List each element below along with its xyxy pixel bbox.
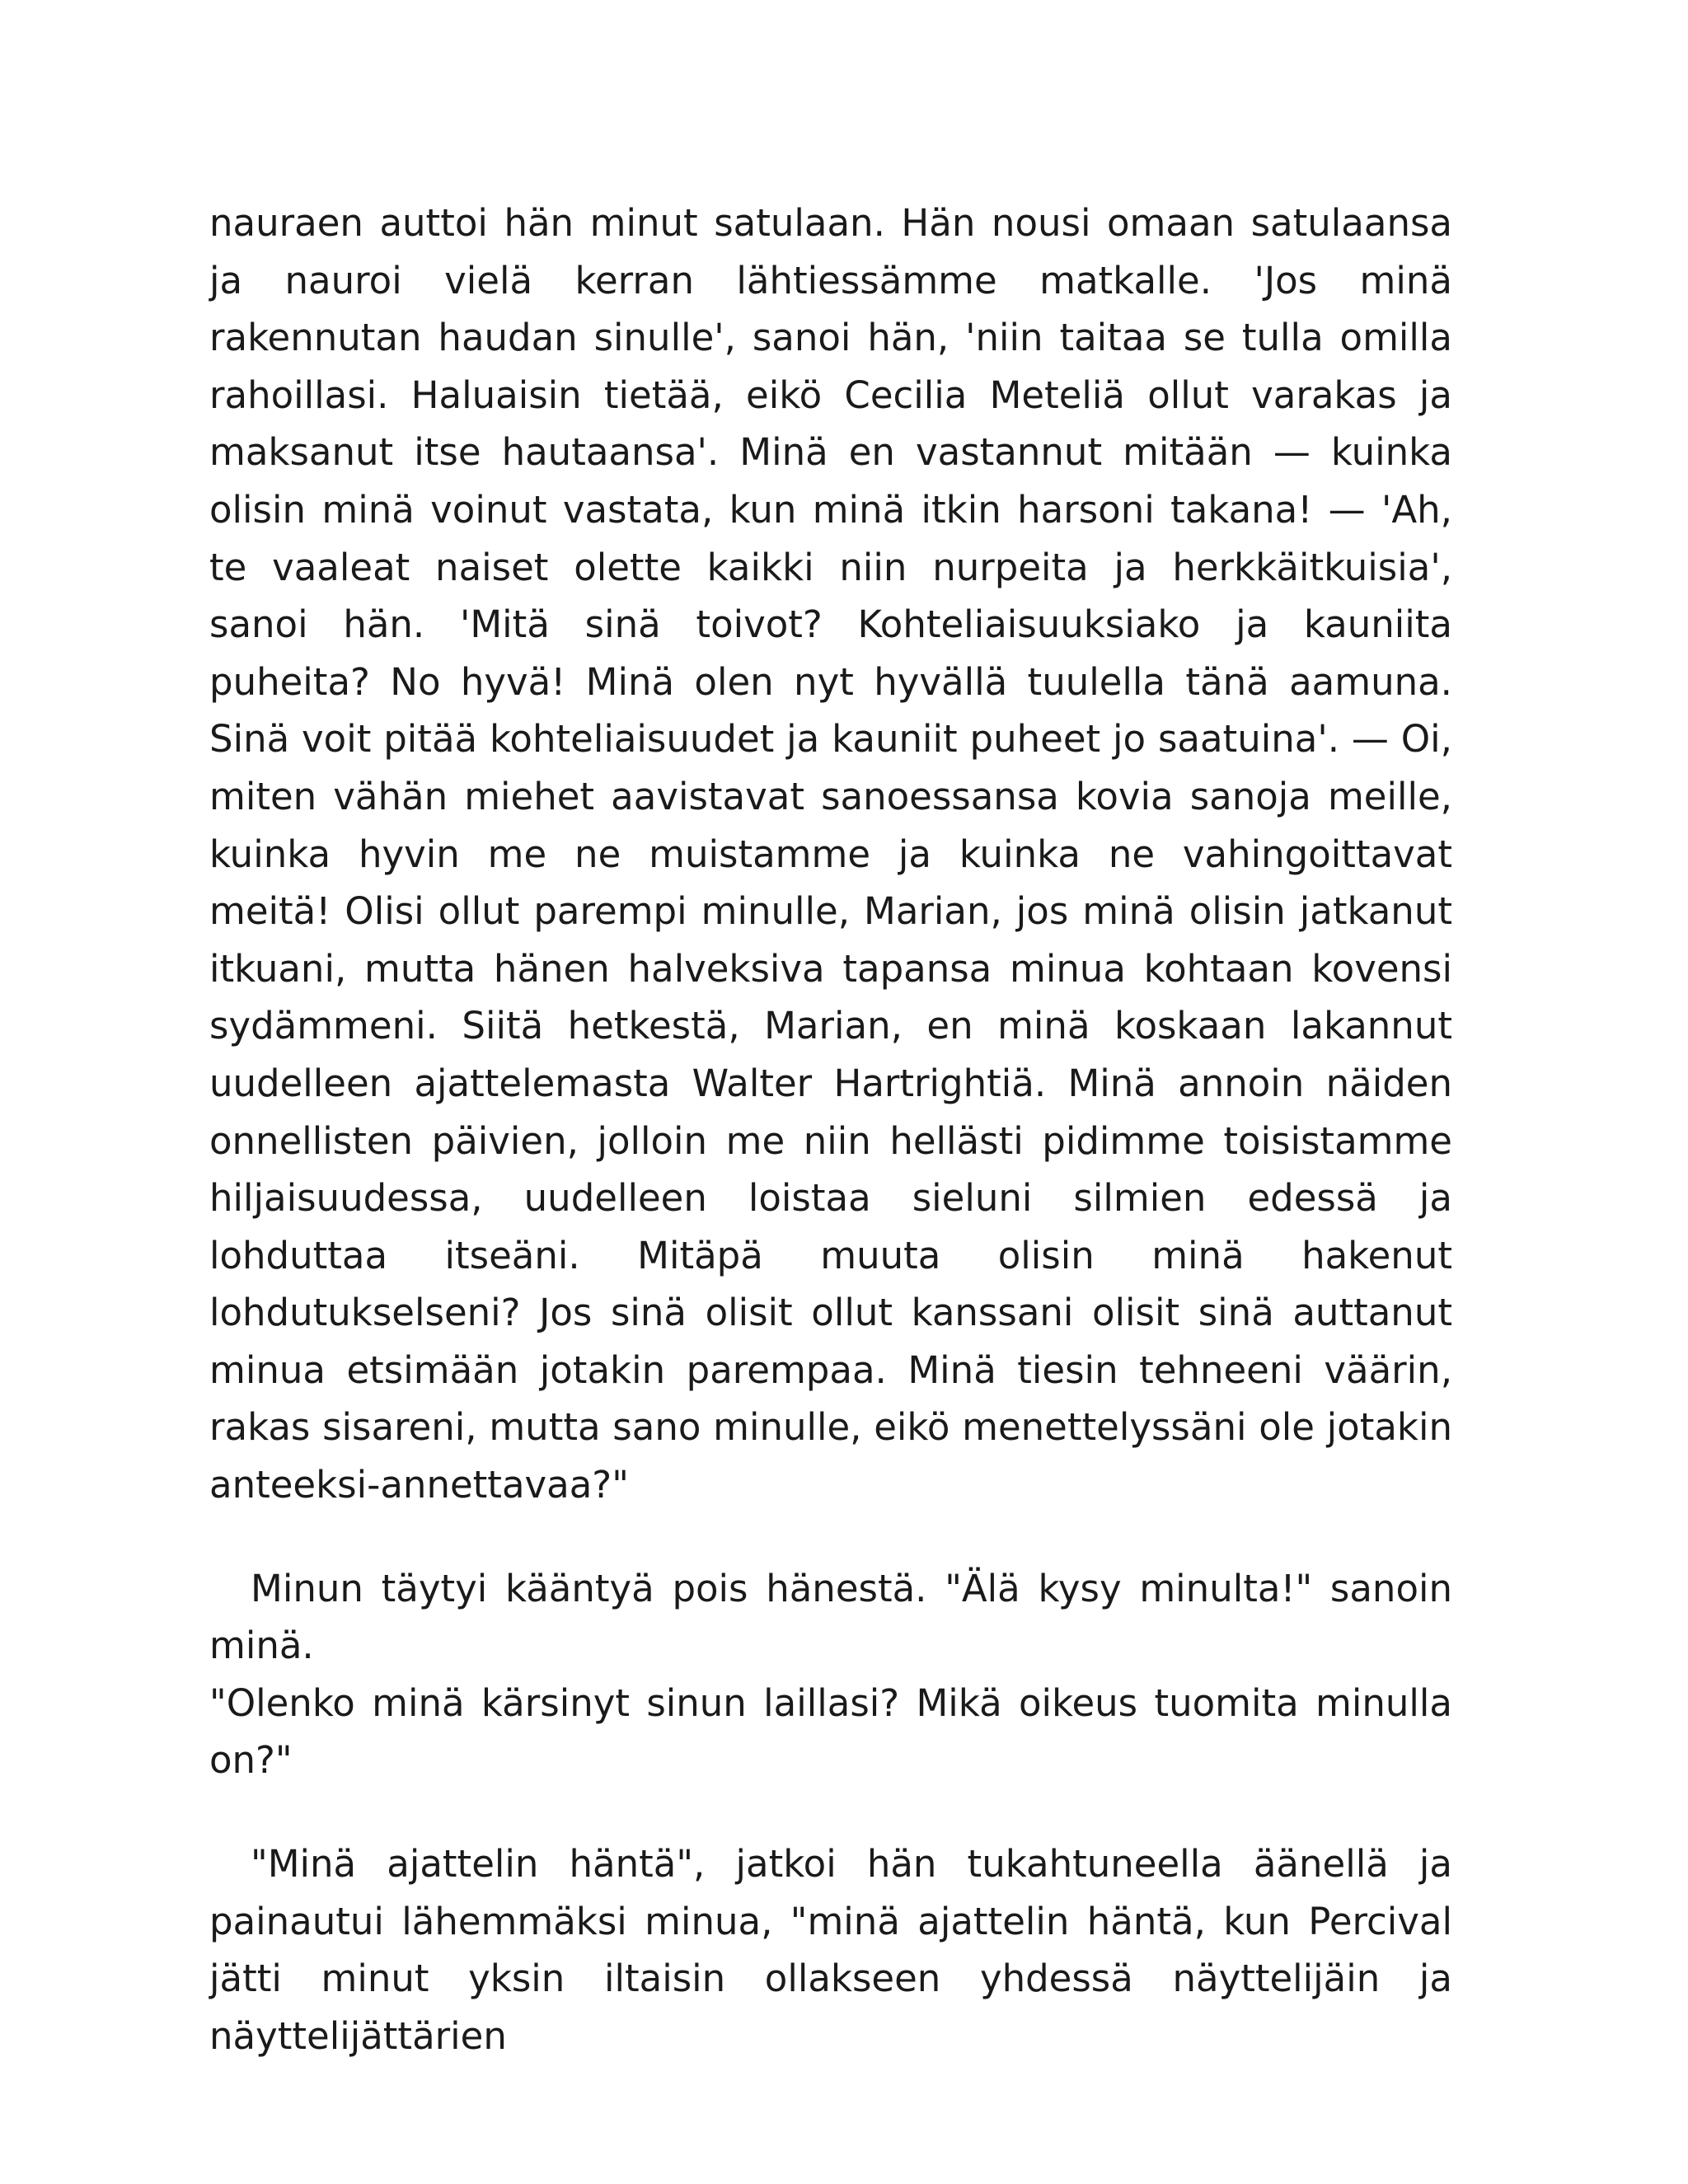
paragraph-3: "Olenko minä kärsinyt sinun laillasi? Mikä oikeus tuomita minulla on?" (209, 1680, 1452, 1783)
paragraph-4: "Minä ajattelin häntä", jatkoi hän tukahtuneella äänellä ja painautui lähemmäksi minua, "minä ajattelin häntä, kun Percival jätti minut yksin iltaisin ollakseen yhdessä näyttelijäin ja näyttelijättärien (209, 1842, 1452, 2058)
body-text (209, 194, 1452, 2064)
paragraph-2: Minun täytyi kääntyä pois hänestä. "Älä kysy minulta!" sanoin minä. (209, 1566, 1452, 1668)
paragraph-1: nauraen auttoi hän minut satulaan. Hän nousi omaan satulaansa ja nauroi vielä kerran lähtiessämme matkalle. 'Jos minä rakennutan haudan sinulle', sanoi hän, 'niin taitaa se tulla omilla rahoillasi. Haluaisin tietää, eikö Cecilia Meteliä ollut varakas ja maksanut itse hautaansa'. Minä en vastannut mitään — kuinka olisin minä voinut vastata, kun minä itkin harsoni takana! — 'Ah, te vaaleat naiset olette kaikki niin nurpeita ja herkkäitkuisia', sanoi hän. 'Mitä sinä toivot? Kohteliaisuuksiako ja kauniita puheita? No hyvä! Minä olen nyt hyvällä tuulella tänä aamuna. Sinä voit pitää kohteliaisuudet ja kauniit puheet jo saatuina'. — Oi, miten vähän miehet aavistavat sanoessansa kovia sanoja meille, kuinka hyvin me ne muistamme ja kuinka ne vahingoittavat meitä! Olisi ollut parempi minulle, Marian, jos minä olisin jatkanut itkuani, mutta hänen halveksiva tapansa minua kohtaan kovensi sydämmeni. Siitä hetkestä, Marian, en minä koskaan lakannut uudelleen ajattelemasta Walter Hartrightiä. Minä annoin näiden onnellisten päivien, jolloin me niin hellästi pidimme toisistamme hiljaisuudessa, uudelleen loistaa sieluni silmien edessä ja lohduttaa itseäni. Mitäpä muuta olisin minä hakenut lohdutukselseni? Jos sinä olisit ollut kanssani olisit sinä auttanut minua etsimään jotakin parempaa. Minä tiesin tehneeni väärin, rakas sisareni, mutta sano minulle, eikö menettelyssäni ole jotakin anteeksi-annettavaa?" (209, 201, 1452, 1507)
